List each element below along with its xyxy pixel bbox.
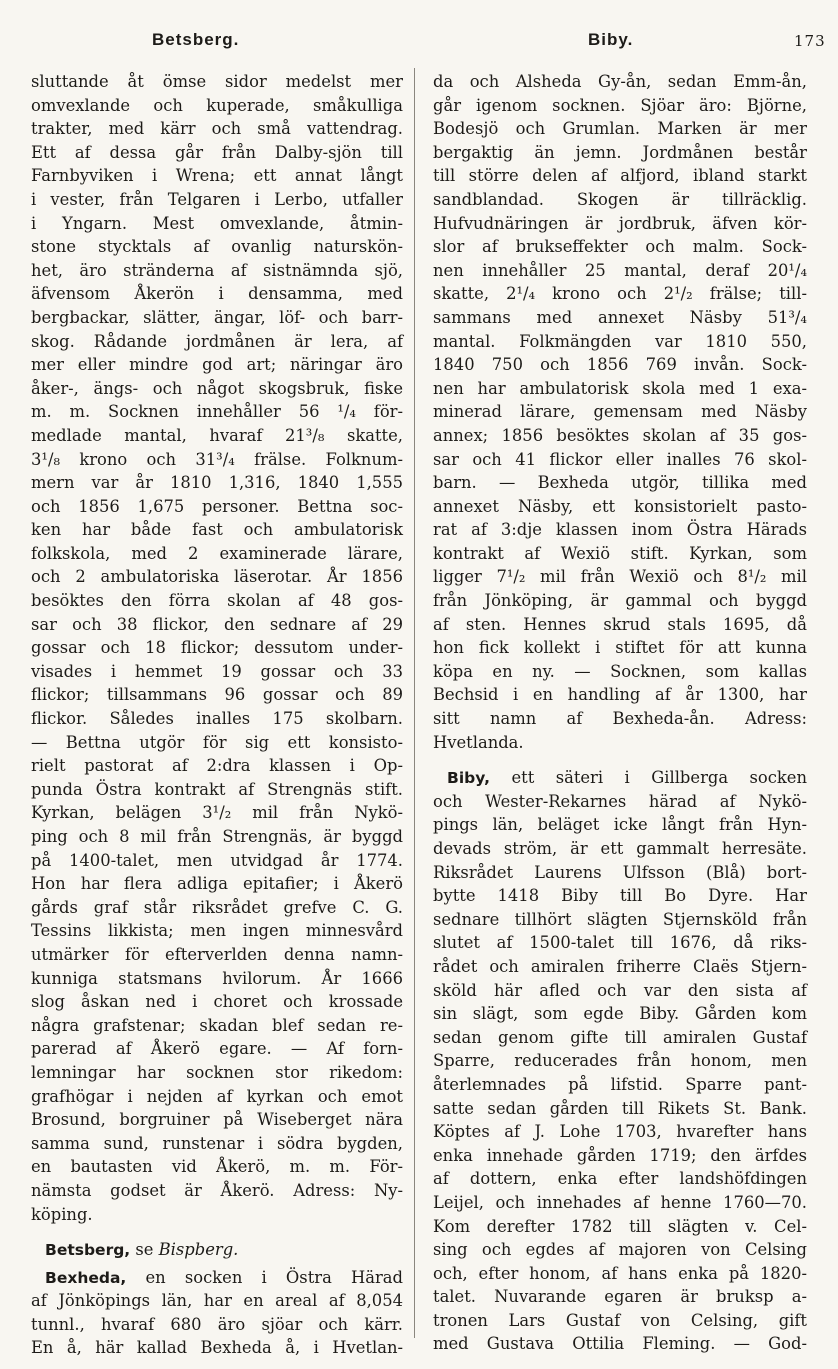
- text-line: lemningar har socknen stor rikedom:: [31, 1062, 403, 1082]
- text-line: kontrakt af Wexiö stift. Kyrkan, som: [433, 543, 807, 563]
- text-line: Kom derefter 1782 till slägten v. Cel-: [433, 1216, 807, 1236]
- text-line: ligger 7¹/₂ mil från Wexiö och 8¹/₂ mil: [433, 567, 807, 587]
- text-line: sammans med annexet Näsby 51³/₄: [433, 307, 807, 327]
- entry-line: [31, 1238, 403, 1262]
- text-line: af Jönköpings län, har en areal af 8,054: [31, 1291, 403, 1311]
- text-line: satte sedan gården till Rikets St. Bank.: [433, 1098, 807, 1118]
- text-line: gårds graf står riksrådet grefve C. G.: [31, 897, 403, 917]
- text-line: flickor; tillsammans 96 gossar och 89: [31, 685, 403, 705]
- text-line: af sten. Hennes skrud stals 1695, då: [433, 614, 807, 634]
- text-line: Farnbyviken i Wrena; ett annat långt: [31, 166, 403, 186]
- text-line: Köptes af J. Lohe 1703, hvarefter hans: [433, 1122, 807, 1142]
- text-line: till större delen af alfjord, ibland starkt: [433, 166, 807, 186]
- text-line: och Wester-Rekarnes härad af Nykö-: [433, 791, 807, 811]
- text-line: Brosund, borgruiner på Wiseberget nära: [31, 1110, 403, 1130]
- entry-bexheda-continuation: [433, 70, 807, 754]
- text-line: af dottern, enka efter landshöfdingen: [433, 1169, 807, 1189]
- text-line: m. m. Socknen innehåller 56 ¹/₄ för-: [31, 402, 403, 422]
- entry-text: se: [130, 1240, 159, 1260]
- text-line: och 1856 1,675 personer. Bettna soc-: [31, 496, 403, 516]
- text-line: återlemnades på lifstid. Sparre pant-: [433, 1074, 807, 1094]
- headword-bexheda: Bexheda,: [45, 1268, 127, 1287]
- text-line: slutet af 1500-talet till 1676, då riks-: [433, 933, 807, 953]
- text-line: bergaktig än jemn. Jordmånen består: [433, 142, 807, 162]
- text-line: från Jönköping, är gammal och byggd: [433, 591, 807, 611]
- text-line: annexet Näsby, ett konsistorielt pasto-: [433, 496, 807, 516]
- text-line: köping.: [31, 1204, 93, 1224]
- text-line: slor af brukseffekter och malm. Sock-: [433, 237, 807, 257]
- left-column: [31, 70, 403, 1360]
- text-line: med Gustava Ottilia Fleming. — God-: [433, 1334, 807, 1354]
- text-line: talet. Nuvarande egaren är bruksp a-: [433, 1287, 807, 1307]
- text-line: da och Alsheda Gy-ån, sedan Emm-ån,: [433, 72, 807, 91]
- text-line: tunnl., hvaraf 680 äro sjöar och kärr.: [31, 1314, 403, 1334]
- page-number: 173: [794, 32, 826, 50]
- text-line: och 2 ambulatoriska läserotar. År 1856: [31, 567, 403, 587]
- text-line: sar och 41 flickor eller inalles 76 skol-: [433, 449, 807, 469]
- text-line: En å, här kallad Bexheda å, i Hvetlan-: [31, 1338, 403, 1358]
- text-line: sing och egdes af majoren von Celsing: [433, 1240, 807, 1260]
- running-header-right: Biby.: [588, 30, 634, 49]
- text-line: Bodesjö och Grumlan. Marken är mer: [433, 119, 807, 139]
- entry-bexheda: [31, 1266, 403, 1360]
- entry-bettna-continuation: [31, 70, 403, 1226]
- entry-line: [433, 766, 807, 790]
- text-line: sin slägt, som egde Biby. Gården kom: [433, 1004, 807, 1024]
- entry-line: [31, 1266, 403, 1290]
- text-line: Tessins likkista; men ingen minnesvård: [31, 921, 403, 941]
- text-line: utmärker för efterverlden denna namn-: [31, 944, 403, 964]
- entry-text: en socken i Östra Härad: [126, 1267, 403, 1287]
- text-line: parerad af Åkerö egare. — Af forn-: [31, 1039, 403, 1059]
- text-line: köpa en ny. — Socknen, som kallas: [433, 661, 807, 681]
- text-line: sandblandad. Skogen är tillräcklig.: [433, 189, 807, 209]
- text-line: Riksrådet Laurens Ulfsson (Blå) bort-: [433, 862, 807, 882]
- text-line: stone stycktals af ovanlig naturskön-: [31, 237, 403, 257]
- text-line: rådet och amiralen friherre Claës Stjern-: [433, 956, 807, 976]
- text-line: ken har både fast och ambulatorisk: [31, 520, 403, 540]
- text-line: omvexlande och kuperade, småkulliga: [31, 95, 403, 115]
- text-line: 1840 750 och 1856 769 invån. Sock-: [433, 355, 807, 375]
- text-line: kunniga statsmans hvilorum. År 1666: [31, 968, 403, 988]
- text-line: bergbackar, slätter, ängar, löf- och barr-: [31, 307, 403, 327]
- text-line: rat af 3:dje klassen inom Östra Härads: [433, 520, 807, 540]
- text-line: grafhögar i nejden af kyrkan och emot: [31, 1086, 403, 1106]
- text-line: Hon har flera adliga epitafier; i Åkerö: [31, 874, 403, 894]
- text-line: mern var år 1810 1,316, 1840 1,555: [31, 473, 403, 493]
- text-line: sedan genom gifte till amiralen Gustaf: [433, 1027, 807, 1047]
- text-line: gossar och 18 flickor; dessutom under-: [31, 638, 403, 658]
- text-line: visades i hemmet 19 gossar och 33: [31, 661, 403, 681]
- text-line: i Yngarn. Mest omvexlande, åtmin-: [31, 213, 403, 233]
- spacer: [433, 754, 807, 766]
- text-line: nen har ambulatorisk skola med 1 exa-: [433, 378, 807, 398]
- text-line: Ett af dessa går från Dalby-sjön till: [31, 142, 403, 162]
- entry-biby: [433, 766, 807, 1356]
- right-column: [433, 70, 807, 1356]
- text-line: barn. — Bexheda utgör, tillika med: [433, 473, 807, 493]
- text-line: nen innehåller 25 mantal, deraf 20¹/₄: [433, 260, 807, 280]
- text-line: nämsta godset är Åkerö. Adress: Ny-: [31, 1180, 403, 1200]
- text-line: en bautasten vid Åkerö, m. m. För-: [31, 1157, 403, 1177]
- text-line: går igenom socknen. Sjöar äro: Björne,: [433, 95, 807, 115]
- text-line: och, efter honom, af hans enka på 1820-: [433, 1263, 807, 1283]
- text-line: Hvetlanda.: [433, 732, 524, 752]
- text-line: åker-, ängs- och något skogsbruk, fiske: [31, 378, 403, 398]
- cross-reference: Bispberg.: [158, 1240, 239, 1260]
- text-line: ping och 8 mil från Strengnäs, är byggd: [31, 827, 403, 846]
- text-line: på 1400-talet, men utvidgad år 1774.: [31, 850, 403, 870]
- text-line: Bechsid i en handling af år 1300, har: [433, 685, 807, 705]
- text-line: bytte 1418 Biby till Bo Dyre. Har: [433, 886, 807, 906]
- text-line: enka innehade gården 1719; den ärfdes: [433, 1145, 807, 1165]
- entry-text: ett säteri i Gillberga socken: [490, 768, 807, 788]
- text-line: trakter, med kärr och små vattendrag.: [31, 119, 403, 139]
- text-line: sitt namn af Bexheda-ån. Adress:: [433, 709, 807, 729]
- headword-betsberg: Betsberg,: [45, 1241, 131, 1260]
- text-line: mer eller mindre god art; näringar äro: [31, 355, 403, 375]
- entry-betsberg: [31, 1238, 403, 1262]
- text-line: devads ström, är ett gammalt herresäte.: [433, 839, 807, 858]
- text-line: medlade mantal, hvaraf 21³/₈ skatte,: [31, 425, 403, 445]
- text-line: mantal. Folkmängden var 1810 550,: [433, 331, 807, 351]
- text-line: Kyrkan, belägen 3¹/₂ mil från Nykö-: [31, 803, 403, 823]
- headword-biby: Biby,: [447, 769, 491, 788]
- text-line: Hufvudnäringen är jordbruk, äfven kör-: [433, 213, 807, 233]
- text-line: sluttande åt ömse sidor medelst mer: [31, 72, 403, 91]
- text-line: tronen Lars Gustaf von Celsing, gift: [433, 1310, 807, 1330]
- text-line: flickor. Således inalles 175 skolbarn.: [31, 709, 403, 729]
- running-header-left: Betsberg.: [152, 30, 240, 49]
- column-divider: [414, 68, 415, 1338]
- text-line: sar och 38 flickor, den sednare af 29: [31, 614, 403, 634]
- text-line: slog åskan ned i choret och krossade: [31, 992, 403, 1012]
- text-line: äfvensom Åkerön i densamma, med: [31, 284, 403, 304]
- text-line: folkskola, med 2 examinerade lärare,: [31, 543, 403, 563]
- text-line: minerad lärare, gemensam med Näsby: [433, 402, 807, 422]
- text-line: pings län, beläget icke långt från Hyn-: [433, 815, 807, 835]
- text-line: punda Östra kontrakt af Strengnäs stift.: [31, 779, 403, 799]
- text-line: sköld här afled och var den sista af: [433, 980, 807, 1000]
- text-line: Leijel, och innehades af henne 1760—70.: [433, 1192, 807, 1212]
- text-line: rielt pastorat af 2:dra klassen i Op-: [31, 756, 403, 776]
- text-line: het, äro stränderna af sistnämnda sjö,: [31, 260, 403, 280]
- text-line: samma sund, runstenar i södra bygden,: [31, 1133, 403, 1153]
- text-line: Sparre, reducerades från honom, men: [433, 1051, 807, 1071]
- text-line: 3¹/₈ krono och 31³/₄ frälse. Folknum-: [31, 449, 403, 469]
- text-line: — Bettna utgör för sig ett konsisto-: [31, 732, 403, 752]
- text-line: besöktes den förra skolan af 48 gos-: [31, 591, 403, 611]
- text-line: några grafstenar; skadan blef sedan re-: [31, 1015, 403, 1035]
- text-line: skog. Rådande jordmånen är lera, af: [31, 331, 403, 351]
- text-line: i vester, från Telgaren i Lerbo, utfaller: [31, 189, 403, 209]
- text-line: skatte, 2¹/₄ krono och 2¹/₂ frälse; till-: [433, 284, 807, 304]
- text-line: annex; 1856 besöktes skolan af 35 gos-: [433, 425, 807, 445]
- spacer: [31, 1226, 403, 1238]
- text-line: sednare tillhört slägten Stjernsköld från: [433, 909, 807, 929]
- text-line: hon fick kollekt i stiftet för att kunna: [433, 638, 807, 658]
